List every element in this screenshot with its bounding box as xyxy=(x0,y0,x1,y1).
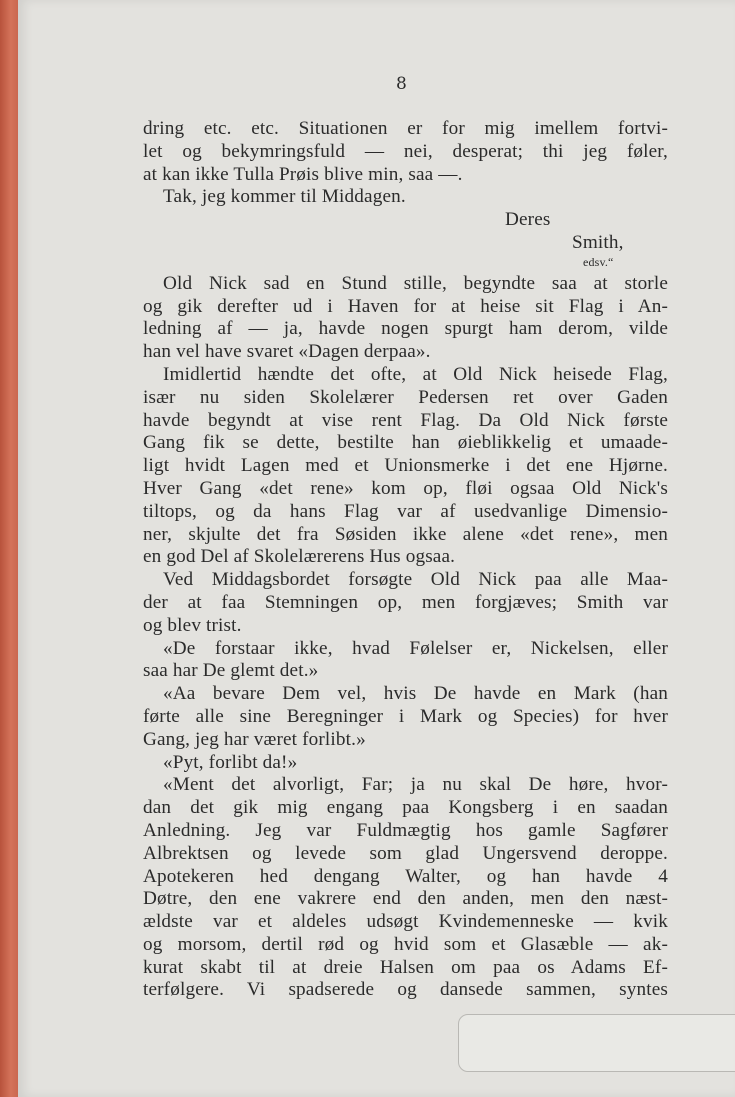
text-line: dring etc. etc. Situationen er for mig imellem fortvi- xyxy=(143,118,668,139)
text-line: ligt hvidt Lagen med et Unionsmerke i det ene Hjørne. xyxy=(143,455,668,477)
text-line: en god Del af Skolelærerens Hus ogsaa. xyxy=(143,546,456,568)
text-line: tiltops, og da hans Flag var af usedvanlige Dimensio- xyxy=(143,500,668,522)
text-line: kurat skabt til at dreie Halsen om paa os Adams Ef- xyxy=(143,956,668,978)
text-line: førte alle sine Beregninger i Mark og Species) for hver xyxy=(143,705,668,727)
text-line: Døtre, den ene vakrere end den anden, men den næst- xyxy=(143,888,668,910)
page-number: 8 xyxy=(396,74,407,94)
text-line: terfølgere. Vi spadserede og dansede sammen, syntes xyxy=(143,979,668,1001)
text-line: Tak, jeg kommer til Middagen. xyxy=(163,186,406,208)
library-stamp xyxy=(458,1014,735,1072)
text-line: let og bekymringsfuld — nei, desperat; thi jeg føler, xyxy=(143,140,668,162)
text-line: dan det gik mig engang paa Kongsberg i en saadan xyxy=(143,797,668,819)
text-line: Old Nick sad en Stund stille, begyndte saa at storle xyxy=(163,272,668,294)
text-line: og blev trist. xyxy=(143,614,242,636)
text-line: «De forstaar ikke, hvad Følelser er, Nickelsen, eller xyxy=(163,637,668,659)
text-line: edsv.“ xyxy=(583,254,614,269)
text-line: Gang, jeg har været forlibt.» xyxy=(143,728,366,750)
text-line: Smith, xyxy=(572,231,624,253)
text-line: at kan ikke Tulla Prøis blive min, saa —. xyxy=(143,163,463,185)
text-line: Ved Middagsbordet forsøgte Old Nick paa alle Maa- xyxy=(163,569,668,591)
body-text xyxy=(143,118,668,1002)
text-line: «Aa bevare Dem vel, hvis De havde en Mark (han xyxy=(163,683,668,705)
text-line: Apotekeren hed dengang Walter, og han havde 4 xyxy=(143,865,668,887)
text-line: der at faa Stemningen op, men forgjæves; Smith var xyxy=(143,591,668,613)
text-line: havde begyndt at vise rent Flag. Da Old Nick første xyxy=(143,409,668,431)
text-line: og morsom, dertil rød og hvid som et Glasæble — ak- xyxy=(143,933,668,955)
text-line: Gang fik se dette, bestilte han øieblikkelig et umaade- xyxy=(143,432,668,454)
text-line: ner, skjulte det fra Søsiden ikke alene «det rene», men xyxy=(143,523,668,545)
text-line: «Pyt, forlibt da!» xyxy=(163,751,298,773)
text-line: især nu siden Skolelærer Pedersen ret over Gaden xyxy=(143,386,668,408)
text-line: saa har De glemt det.» xyxy=(143,660,319,682)
text-line: han vel have svaret «Dagen derpaa». xyxy=(143,341,431,363)
text-line: ledning af — ja, havde nogen spurgt ham derom, vilde xyxy=(143,318,668,340)
text-line: og gik derefter ud i Haven for at heise sit Flag i An- xyxy=(143,295,668,317)
text-line: Hver Gang «det rene» kom op, fløi ogsaa Old Nick's xyxy=(143,477,668,499)
text-line: ældste var et aldeles udsøgt Kvindemenneske — kvik xyxy=(143,911,668,933)
text-line: Imidlertid hændte det ofte, at Old Nick heisede Flag, xyxy=(163,363,668,385)
text-line: Albrektsen og levede som glad Ungersvend deroppe. xyxy=(143,842,668,864)
text-line: Anledning. Jeg var Fuldmægtig hos gamle Sagfører xyxy=(143,819,668,841)
text-line: «Ment det alvorligt, Far; ja nu skal De høre, hvor- xyxy=(163,774,668,796)
text-line: Deres xyxy=(505,209,551,231)
